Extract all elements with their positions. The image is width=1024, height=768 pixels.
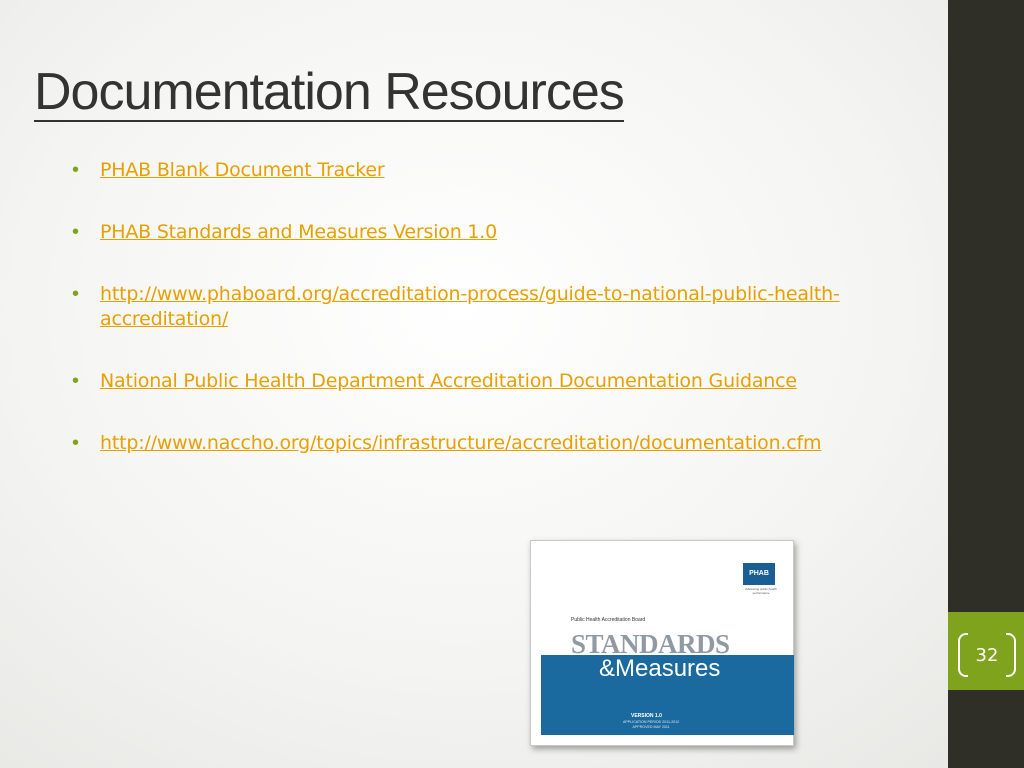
cover-standards-text: STANDARDS (571, 629, 730, 659)
phab-logo-tagline: Advancing public health performance (745, 587, 777, 595)
phab-logo-mark: PHAB (743, 563, 775, 585)
bullet-icon: • (72, 283, 80, 305)
cover-application-period: APPLICATION PERIOD 2011-2012 (623, 720, 680, 724)
list-item (72, 282, 892, 332)
cover-period (623, 720, 679, 729)
cover-board-name: Public Health Accreditation Board (571, 617, 646, 623)
cover-approved: APPROVED MAY 2011 (632, 724, 670, 729)
link-phab-standards-and-measures[interactable]: PHAB Standards and Measures Version 1.0 (100, 221, 497, 243)
right-brace-icon (1006, 633, 1016, 677)
resource-link-list (72, 158, 892, 493)
bullet-icon: • (72, 432, 80, 454)
page-number: 32 (975, 644, 999, 666)
bullet-icon: • (72, 159, 80, 181)
list-item (72, 220, 892, 245)
link-documentation-guidance[interactable]: National Public Health Department Accreditation Documentation Guidance (100, 370, 797, 392)
cover-measures-text: &Measures (599, 655, 721, 682)
link-phab-blank-document-tracker[interactable]: PHAB Blank Document Tracker (100, 159, 385, 181)
link-naccho-documentation-url[interactable]: http://www.naccho.org/topics/infrastructure/accreditation/documentation.cfm (100, 432, 822, 454)
bullet-icon: • (72, 370, 80, 392)
list-item (72, 158, 892, 183)
cover-version: VERSION 1.0 (631, 713, 662, 719)
left-brace-icon (958, 633, 968, 677)
slide-title: Documentation Resources (34, 63, 624, 121)
link-phaboard-guide-url[interactable]: http://www.phaboard.org/accreditation-process/guide-to-national-public-health-accreditation/ (100, 283, 840, 330)
page-number-box (958, 633, 1016, 677)
bullet-icon: • (72, 221, 80, 243)
standards-measures-cover-image (530, 540, 794, 746)
phab-logo (743, 551, 779, 595)
list-item (72, 431, 892, 456)
list-item (72, 369, 892, 394)
